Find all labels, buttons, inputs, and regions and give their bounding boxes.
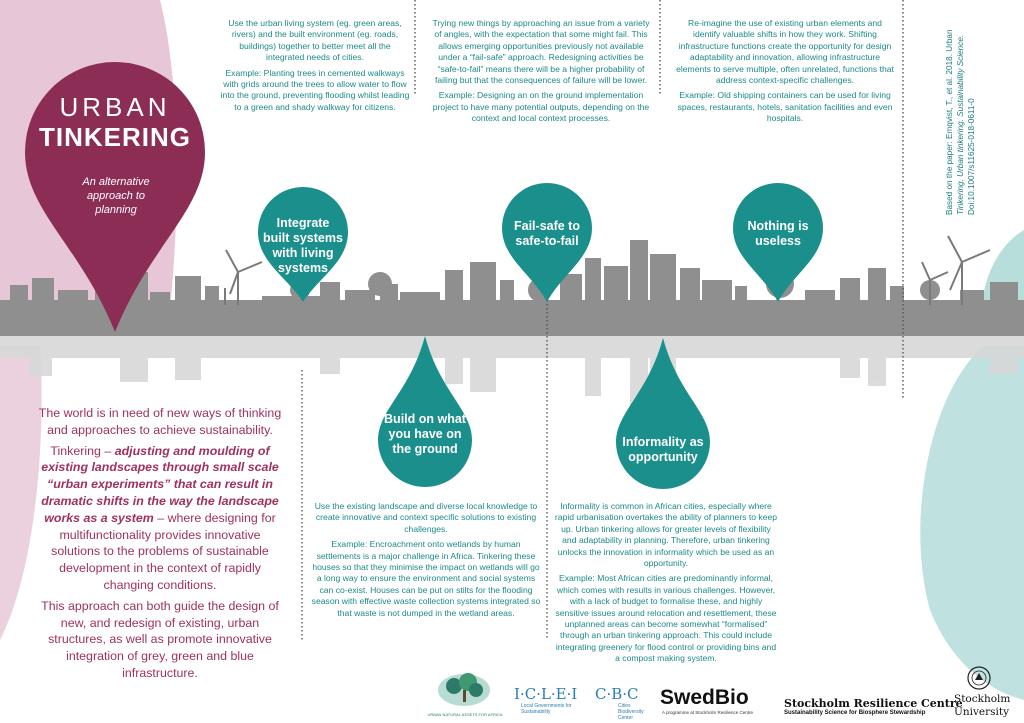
intro-p2-emphasis: adjusting and moulding of existing landscapes through small scale “urban experiments” that can result in dramatic shifts in the way the landscape works as a system [41,443,279,525]
failsafe-example: Example: Designing an on the ground implementation project to have many potential outputs, depending on the context and local context processes. [432,90,650,124]
su-line1: Stockholm [954,693,1011,705]
pin-title-integrate: Integrate built systems with living systems [263,216,343,275]
pin-title-useless: Nothing is useless [747,219,809,248]
wind-turbine-left [225,250,262,305]
cbc-sub: Cities Biodiversity Center [618,703,644,721]
build-example: Example: Encroachment onto wetlands by human settlements is a major challenge in Africa. Tinkering these houses so that they minimise the impact on wetlands will go a long way to ensure the environment and social systems can co-exist. Houses can be put on stilts for the flooding season with effective waste collection systems integrated so that waste is not dumped in the wetland areas. [311,539,541,618]
title-line1: URBAN [59,92,171,122]
citation-line2: Tinkering. Urban tinkering. Sustainability Science. [956,34,965,215]
useless-desc: Re-imagine the use of existing urban elements and identify valuable shifts in how they work. Shifting infrastructure functions create the opportunity for design adaptability and innovation, allowing infrastructure elements to serve multiple, often unrelated, functions that address context-specific challenges. [676,18,894,86]
su-line2: University [954,706,1010,718]
title-block [25,92,205,152]
mint-blob-lower [920,345,1024,700]
intro-p2-start: Tinkering – [50,443,115,458]
failsafe-desc: Trying new things by approaching an issue from a variety of angles, with the expectation that some might fail. This allows emerging opportunities previously not available under a “fail-safe” approach. Redesigning activities be “safe-to-fail” means there will be a higher probability of failing but that the consequences of failure will be lower. [432,18,650,86]
pin-title-failsafe: Fail-safe to safe-to-fail [514,219,580,248]
integrate-desc: Use the urban living system (eg. green areas, rivers) and the built environment (eg. roads, buildings) together to better meet all the integrated needs of cities. [228,18,402,63]
integrate-example: Example: Planting trees in cemented walkways with grids around the trees to allow water to flow into the ground, preventing flooding whilst leading to a green and shady walkway for citizens. [220,67,410,112]
informal-example: Example: Most African cities are predominantly informal, which comes with results in various challenges. However, with a lack of budget to formalise these, and highly sensitive issues around relocation and resettlement, these unplanned areas can become somewhat “formalised” through an urban tinkering approach. This could include integrating greenery for flood control or providing bins and a compost making system. [555,573,777,664]
useless-text [676,18,894,129]
citation-line1: Based on the paper: Emqvist, T., et al. 2018. Urban [945,29,954,215]
intro-text [34,405,286,686]
pin-title-build: Build on what you have on the ground [384,412,466,456]
intro-p2-end: – where designing for multifunctionality provides innovative solutions to the problems of sustainable development in the context of rapidly changing conditions. [51,510,276,592]
citation-line3: Doi:10.1007/s11625-018-0611-0 [967,98,976,215]
informal-desc: Informality is common in African cities, especially where rapid urbanisation overtakes the ability of planners to keep up. Urban tinkering allows for greater levels of flexibility and adaptability in planning. Therefore, urban tinkering unlocks the innovation in informality which be used as an opportunity. [554,501,778,569]
integrate-text [220,18,410,117]
swedbio-sub: A programme at Stockholm Resilience Centre [662,710,754,715]
build-text [310,501,542,623]
src-sub: Sustainability Science for Biosphere Stewardship [784,710,926,716]
subtitle: An alternative approach to planning [82,176,150,216]
src-logo: Stockholm Resilience Centre [784,697,963,710]
cbc-logo: C·B·C [595,685,639,703]
pin-title-informal: Informality as opportunity [622,435,704,464]
iclei-sub: Local Governments for Sustainability [521,703,572,715]
citation [944,29,977,215]
intro-p3: This approach can both guide the design of new, and redesign of existing, urban structures, as well as promote innovative integration of grey, green and blue infrastructure. [41,598,279,680]
useless-example: Example: Old shipping containers can be used for living spaces, restaurants, hotels, sanitation facilities and even hospitals. [677,90,893,124]
urban-natural-assets-text: URBAN NATURAL ASSETS FOR AFRICA [427,712,503,717]
failsafe-text [428,18,654,129]
urban-natural-assets-logo [430,672,498,712]
swedbio-logo: SwedBio [660,686,749,709]
iclei-logo: I·C·L·E·I [514,685,578,703]
intro-p2 [34,443,286,594]
title-line2: TINKERING [39,122,191,152]
build-desc: Use the existing landscape and diverse local knowledge to create innovative and context specific solutions to existing challenges. [314,501,538,534]
informal-text [553,501,779,669]
intro-p1: The world is in need of new ways of thinking and approaches to achieve sustainability. [38,406,282,437]
su-crest-icon [966,665,992,691]
skyline-reflection [0,336,1024,410]
